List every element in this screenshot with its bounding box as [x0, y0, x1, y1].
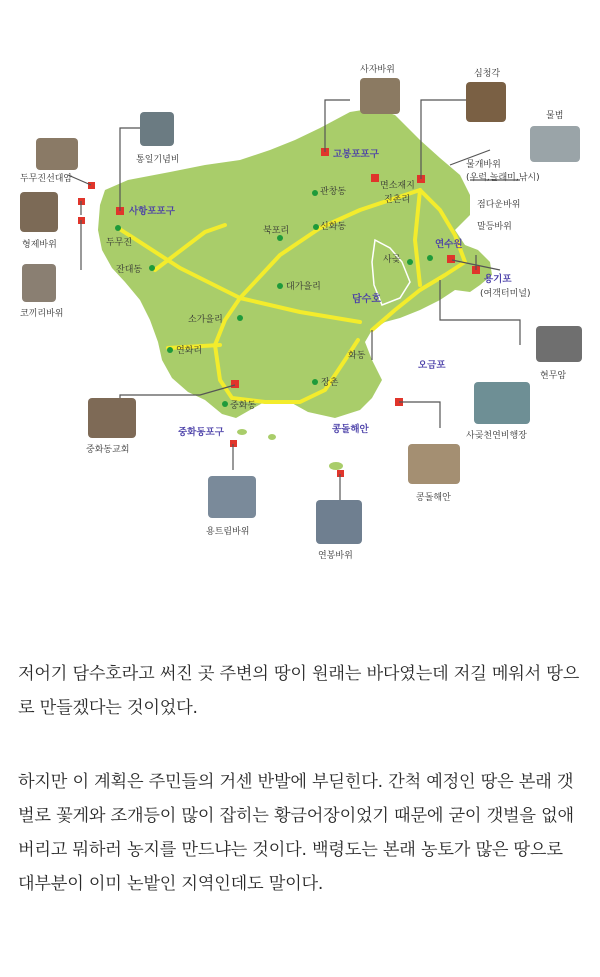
- village-yeonsuwon: 연수원: [435, 239, 463, 250]
- attraction-yeonbong: 연봉바위: [318, 551, 353, 561]
- port-label-ogeum: 오금포: [418, 360, 446, 371]
- attraction-kongdol: 콩돌해안: [416, 493, 451, 503]
- islet: [329, 462, 343, 470]
- village-sinhwa: 신화동: [320, 222, 347, 232]
- village-sagot: 사곶: [383, 255, 401, 265]
- port-label-saang: 사항포포구: [129, 206, 175, 217]
- port-label-yonggi: 용기포: [484, 274, 512, 285]
- attraction-unification: 통일기념비: [136, 155, 180, 165]
- village-junghwa: 중화동: [230, 401, 257, 411]
- attraction-basalt: 현무암: [540, 371, 567, 381]
- attraction-saja: 사자바위: [360, 65, 395, 75]
- attraction-seal: 물범: [546, 111, 564, 121]
- village-hwadong: 화동: [348, 351, 366, 361]
- article-paragraph-1: 저어기 담수호라고 써진 곳 주변의 땅이 원래는 바다였는데 저길 메워서 땅으로 만들겠다는 것이었다.: [18, 664, 580, 719]
- port-label-gobong: 고봉포포구: [333, 149, 379, 160]
- village-bukpo: 북포리: [263, 226, 290, 236]
- attraction-fishing: (우럭,놀래미,낚시): [466, 173, 540, 183]
- attraction-yongtrim: 용트림바위: [206, 527, 250, 537]
- village-jinchon: 진촌리: [384, 195, 411, 205]
- attraction-jeomdaun: 점다운바위: [477, 200, 521, 210]
- village-sogaeul: 소가을리: [188, 315, 223, 325]
- village-yeonhwa: 연화리: [176, 346, 203, 356]
- attraction-simcheong: 심청각: [474, 69, 501, 79]
- attraction-maldeung: 말등바위: [477, 222, 512, 232]
- attraction-brothers: 형제바위: [22, 240, 57, 250]
- islet: [237, 429, 247, 435]
- village-gwanchang: 관창동: [320, 187, 347, 197]
- port-label-junghwa: 중화동포구: [178, 427, 224, 438]
- ferry-terminal-label: (여객터미널): [480, 289, 531, 299]
- village-daegaeul: 대가을리: [286, 282, 321, 292]
- islet: [268, 434, 276, 440]
- village-jandae: 잔대동: [116, 265, 143, 275]
- article-paragraph-2: 하지만 이 계획은 주민들의 거센 반발에 부딛힌다. 간척 예정인 땅은 본래 갯벌로 꽃게와 조개등이 많이 잡히는 황금어장이었기 때문에 굳이 갯벌을 없애버리고 뭐하러 농지를 만드냐는 것이다. 백령도는 본래 농토가 많은 땅으로 대부분이 이미 논밭인 지역인데도 말이다.: [18, 772, 574, 895]
- attraction-elephant: 코끼리바위: [20, 309, 64, 319]
- attraction-airfield: 사곶천연비행장: [466, 431, 527, 441]
- village-jangchon: 장촌: [321, 378, 339, 388]
- attraction-church: 중화동교회: [86, 445, 130, 455]
- village-dumujin: 두무진: [106, 238, 133, 248]
- attraction-seal-rock: 물개바위: [466, 160, 501, 170]
- attraction-dumujin-rock: 두무진선대암: [20, 174, 73, 184]
- village-myeonsojae: 면소재지: [380, 181, 415, 191]
- lake-label: 담수호: [352, 294, 381, 305]
- beach-label: 콩돌해안: [332, 424, 369, 435]
